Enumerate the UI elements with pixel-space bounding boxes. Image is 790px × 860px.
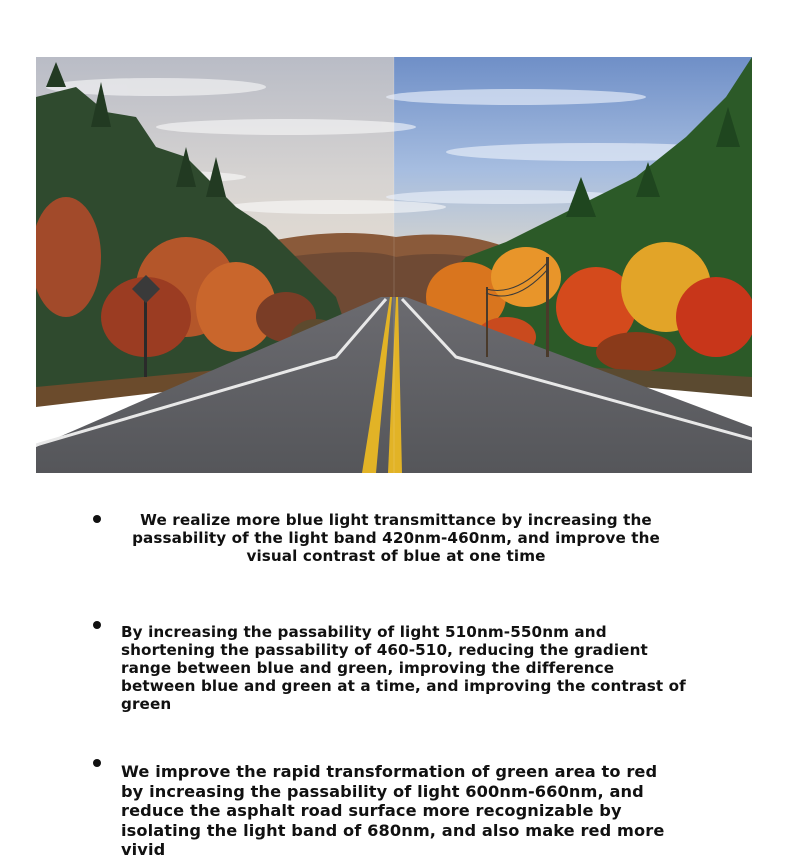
bullet-dot	[93, 515, 101, 523]
bullet-dot	[93, 621, 101, 629]
bullet-text-red: We improve the rapid transformation of green area to red by increasing the passability of light 600nm-660nm, and reduce the asphalt road surface more recognizable by isolating the light band of 680nm, and also make red more vivid	[121, 762, 665, 859]
bullet-text-green: By increasing the passability of light 510nm-550nm and shortening the passability of 460-510, reducing the gradient range between blue and green, improving the difference between blue and green at a time, and improving the contrast of green	[121, 623, 686, 713]
bullet-dot	[93, 759, 101, 767]
bullet-text-blue: We realize more blue light transmittance by increasing the passability of the light band 420nm-460nm, and improve the visual contrast of blue at one time	[132, 511, 660, 565]
road-photo-illustration	[36, 57, 752, 473]
road-comparison-photo	[36, 57, 752, 473]
